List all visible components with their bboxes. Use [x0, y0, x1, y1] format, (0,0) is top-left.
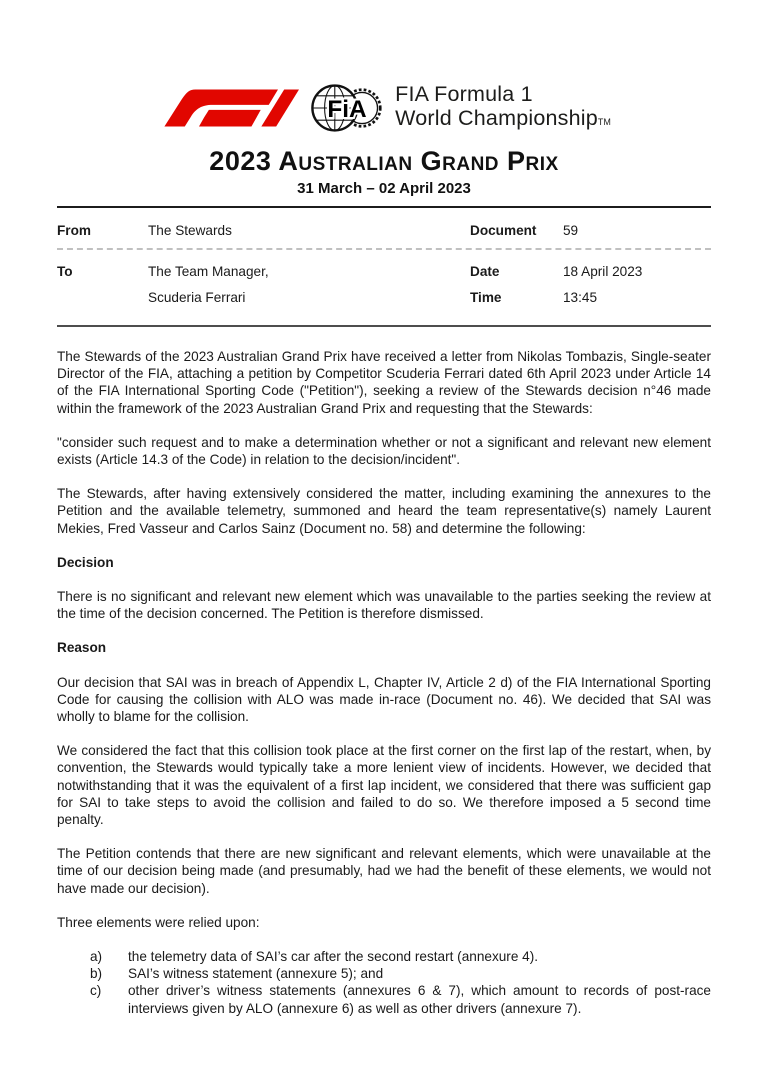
list-item-text: SAI’s witness statement (annexure 5); and	[128, 966, 384, 982]
list-item	[57, 982, 711, 1016]
date-value: 18 April 2023	[563, 264, 643, 279]
event-dates: 31 March – 02 April 2023	[297, 180, 471, 197]
fia-globe-logo-icon	[309, 77, 385, 139]
decision-text: There is no significant and relevant new element which was unavailable to the parties seeking the review at the time of the decision concerned. The Petition is therefore dismissed.	[57, 589, 711, 622]
meta-table	[57, 208, 711, 325]
fia-monogram: FiA	[327, 95, 367, 123]
from-value: The Stewards	[148, 223, 232, 238]
document-label: Document	[470, 223, 537, 238]
time-value: 13:45	[563, 290, 598, 305]
meta-bottom-divider	[57, 325, 711, 327]
reason-paragraph-1: Our decision that SAI was in breach of Appendix L, Chapter IV, Article 2 d) of the FIA International Sporting Code for causing the collision with ALO was made in-race (Document no. 46). We decided that SAI was wholly to blame for the collision.	[57, 674, 711, 725]
list-item-text: other driver’s witness statements (annexures 6 & 7), which amount to records of post-race interviews given by ALO (annexure 6) as well as other drivers (annexure 7).	[128, 983, 711, 1016]
from-label: From	[57, 223, 91, 238]
list-item	[57, 965, 711, 982]
reason-heading: Reason	[57, 640, 107, 656]
time-label: Time	[470, 290, 502, 305]
to-label: To	[57, 264, 73, 279]
document-body	[57, 348, 711, 1017]
paragraph-intro: The Stewards of the 2023 Australian Grand Prix have received a letter from Nikolas Tombazis, Single-seater Director of the FIA, attaching a petition by Competitor Scuderia Ferrari dated 6th April 2023 under Article 14 of the FIA International Sporting Code ("Petition"), seeking a review of the Stewards decision n°46 made within the framework of the 2023 Australian Grand Prix and requesting that the Stewards:	[57, 349, 711, 416]
list-marker: b)	[90, 966, 103, 982]
trademark-symbol: TM	[597, 117, 611, 127]
document-number: 59	[563, 223, 579, 238]
paragraph-petition-quote: "consider such request and to make a determination whether or not a significant and relevant new element exists (Article 14.3 of the Code) in relation to the decision/incident".	[57, 434, 711, 468]
list-marker: a)	[90, 949, 103, 965]
elements-intro: Three elements were relied upon:	[57, 914, 260, 930]
paragraph-hearing: The Stewards, after having extensively considered the matter, including examining the annexures to the Petition and the available telemetry, summoned and heard the team representative(s) namely Laurent Mekies, Fred Vasseur and Carlos Sainz (Document no. 58) and determine the following:	[57, 486, 711, 536]
date-label: Date	[470, 264, 500, 279]
elements-list	[57, 948, 711, 1017]
list-item-text: the telemetry data of SAI’s car after the second restart (annexure 4).	[128, 949, 539, 965]
to-value-line2: Scuderia Ferrari	[148, 290, 246, 305]
list-item	[57, 948, 711, 965]
to-value-line1: The Team Manager,	[148, 264, 269, 279]
decision-heading: Decision	[57, 554, 114, 570]
brand-wordmark	[395, 82, 611, 134]
reason-paragraph-3: The Petition contends that there are new significant and relevant elements, which were unavailable at the time of our decision being made (and presumably, had we had the benefit of these elements, we would not have made our decision).	[57, 846, 711, 896]
list-marker: c)	[90, 983, 102, 999]
f1-logo-icon	[157, 86, 299, 130]
document-header	[57, 0, 711, 140]
brand-line-2: World ChampionshipTM	[395, 106, 611, 130]
brand-line-1: FIA Formula 1	[395, 82, 533, 106]
reason-paragraph-2: We considered the fact that this collision took place at the first corner on the first lap of the restart, when, by convention, the Stewards would typically take a more lenient view of incidents. However, we decided that notwithstanding that it was the equivalent of a first lap incident, we considered that there was sufficient gap for SAI to take steps to avoid the collision and failed to do so. We therefore imposed a 5 second time penalty.	[57, 743, 711, 828]
title-block	[57, 146, 711, 197]
page-title: 2023 Australian Grand Prix	[209, 146, 559, 176]
